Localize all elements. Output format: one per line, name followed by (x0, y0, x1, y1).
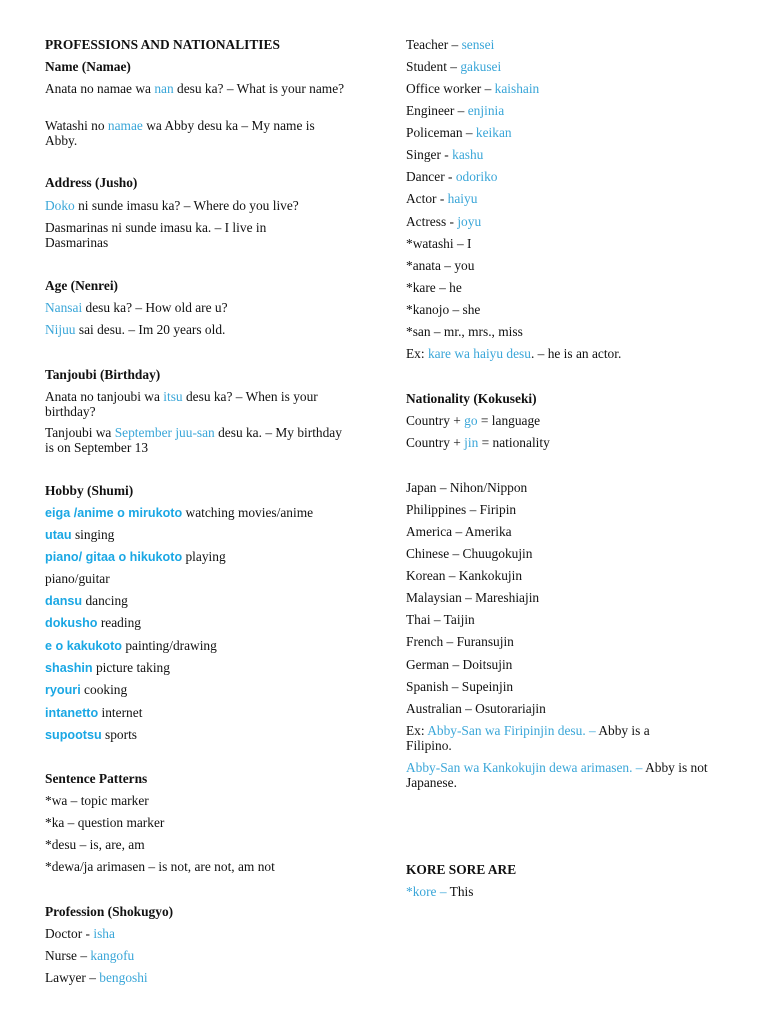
birthday-question: Anata no tanjoubi wa itsu desu ka? – When is your birthday? (45, 389, 318, 419)
hobby-item: piano/guitar (45, 571, 110, 586)
country-item: Thai – Taijin (406, 612, 475, 627)
hobby-item: dokusho reading (45, 615, 141, 630)
country-item: Chinese – Chuugokujin (406, 546, 533, 561)
pronoun-item: *anata – you (406, 258, 475, 273)
profession-item: Policeman – keikan (406, 125, 512, 140)
nationality-rule: Country + jin = nationality (406, 435, 550, 450)
country-item: Australian – Osutorariajin (406, 701, 546, 716)
kore-heading: KORE SORE ARE (406, 862, 517, 877)
age-question: Nansai desu ka? – How old are u? (45, 300, 228, 315)
profession-item: Singer - kashu (406, 147, 484, 162)
document-title: PROFESSIONS AND NATIONALITIES (45, 37, 280, 52)
pattern-item: *desu – is, are, am (45, 837, 145, 852)
profession-item: Student – gakusei (406, 59, 502, 74)
hobby-item: piano/ gitaa o hikukoto playing (45, 549, 226, 564)
profession-item: Dancer - odoriko (406, 169, 498, 184)
country-item: Korean – Kankokujin (406, 568, 523, 583)
nationality-example-negative: Abby-San wa Kankokujin dewa arimasen. – Abby is not Japanese. (406, 760, 708, 790)
profession-item: Doctor - isha (45, 926, 115, 941)
name-heading: Name (Namae) (45, 59, 131, 74)
name-answer: Watashi no namae wa Abby desu ka – My name is Abby. (45, 118, 315, 148)
patterns-heading: Sentence Patterns (45, 771, 148, 786)
kore-item: *kore – This (406, 884, 474, 899)
profession-item: Lawyer – bengoshi (45, 970, 148, 985)
profession-item: Actress - joyu (406, 214, 482, 229)
nationality-rule: Country + go = language (406, 413, 541, 428)
profession-item: Nurse – kangofu (45, 948, 135, 963)
pronoun-item: *kanojo – she (406, 302, 481, 317)
country-item: Spanish – Supeinjin (406, 679, 514, 694)
hobby-item: dansu dancing (45, 593, 128, 608)
profession-heading: Profession (Shokugyo) (45, 904, 174, 919)
profession-item: Teacher – sensei (406, 37, 495, 52)
country-item: Philippines – Firipin (406, 502, 517, 517)
age-answer: Nijuu sai desu. – Im 20 years old. (45, 322, 226, 337)
hobby-item: supootsu sports (45, 727, 138, 742)
birthday-heading: Tanjoubi (Birthday) (45, 367, 161, 382)
hobby-item: intanetto internet (45, 705, 143, 720)
nationality-example: Ex: Abby-San wa Firipinjin desu. – Abby is a Filipino. (406, 723, 650, 753)
nationality-heading: Nationality (Kokuseki) (406, 391, 537, 406)
pattern-item: *ka – question marker (45, 815, 165, 830)
hobby-item: ryouri cooking (45, 682, 128, 697)
country-item: America – Amerika (406, 524, 512, 539)
hobby-item: eiga /anime o mirukoto watching movies/anime (45, 505, 314, 520)
pronoun-item: *san – mr., mrs., miss (406, 324, 523, 339)
address-heading: Address (Jusho) (45, 175, 138, 190)
hobby-item: shashin picture taking (45, 660, 170, 675)
name-question: Anata no namae wa nan desu ka? – What is your name? (45, 81, 345, 96)
example-sentence: Ex: kare wa haiyu desu. – he is an actor. (406, 346, 622, 361)
address-question: Doko ni sunde imasu ka? – Where do you live? (45, 198, 299, 213)
country-item: Japan – Nihon/Nippon (406, 480, 528, 495)
profession-item: Actor - haiyu (406, 191, 478, 206)
country-item: German – Doitsujin (406, 657, 513, 672)
pattern-item: *wa – topic marker (45, 793, 149, 808)
country-item: French – Furansujin (406, 634, 514, 649)
country-item: Malaysian – Mareshiajin (406, 590, 540, 605)
pronoun-item: *watashi – I (406, 236, 472, 251)
hobby-item: e o kakukoto painting/drawing (45, 638, 217, 653)
hobby-item: utau singing (45, 527, 115, 542)
pronoun-item: *kare – he (406, 280, 462, 295)
address-answer: Dasmarinas ni sunde imasu ka. – I live in Dasmarinas (45, 220, 267, 250)
hobby-heading: Hobby (Shumi) (45, 483, 134, 498)
age-heading: Age (Nenrei) (45, 278, 119, 293)
pattern-item: *dewa/ja arimasen – is not, are not, am not (45, 859, 275, 874)
profession-item: Engineer – enjinia (406, 103, 505, 118)
birthday-answer: Tanjoubi wa September juu-san desu ka. – My birthday is on September 13 (45, 425, 342, 455)
profession-item: Office worker – kaishain (406, 81, 540, 96)
